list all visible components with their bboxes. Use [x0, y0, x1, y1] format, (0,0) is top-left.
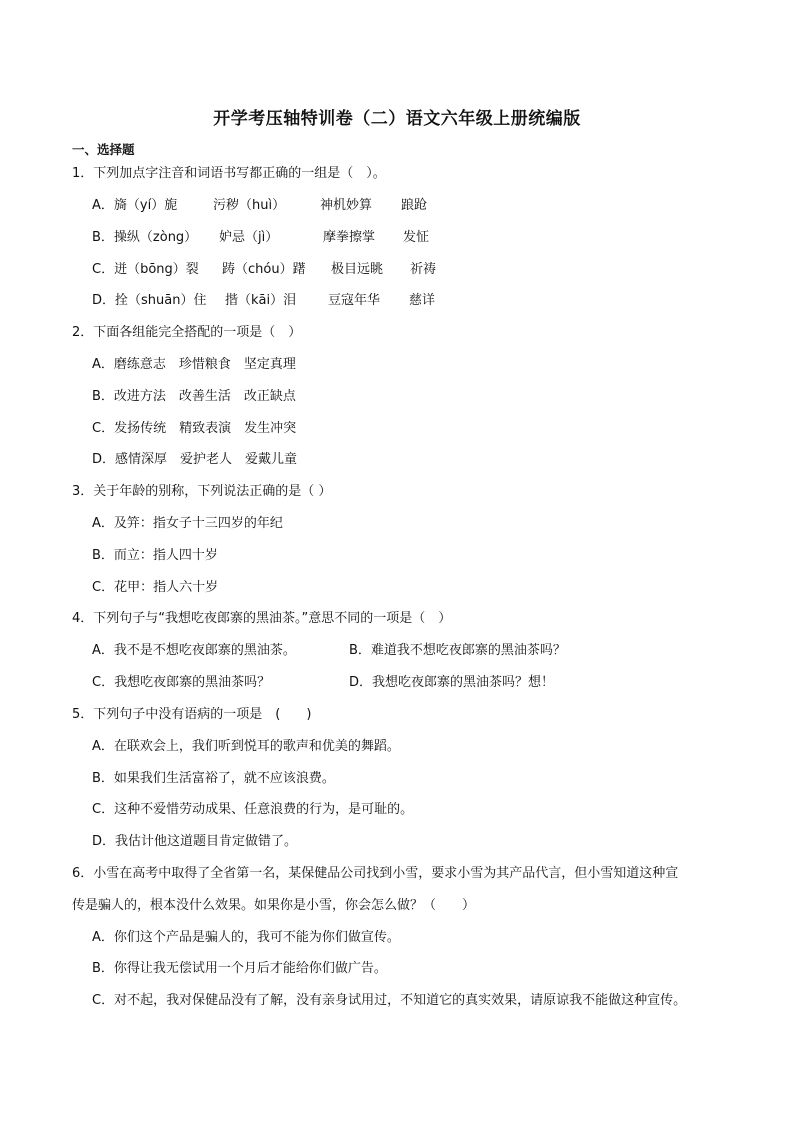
q5-option-b: B．如果我们生活富裕了，就不应该浪费。: [92, 771, 335, 786]
q1-option-c-word4: 祈祷: [410, 262, 437, 277]
q1-option-b-word3: 摩拳擦掌: [323, 230, 376, 245]
section-heading: 一、选择题: [72, 142, 135, 157]
q1-option-d-word3: 豆寇年华: [328, 293, 381, 308]
q5-option-a: A．在联欢会上，我们听到悦耳的歌声和优美的舞蹈。: [92, 739, 400, 754]
document-title: 开学考压轴特训卷（二）语文六年级上册统编版: [213, 109, 581, 129]
q6-option-a: A．你们这个产品是骗人的，我可不能为你们做宣传。: [92, 930, 400, 945]
q1-option-a-word1: A．旖（yí）旎: [92, 198, 178, 213]
q2-option-d: D．感情深厚 爱护老人 爱戴儿童: [92, 452, 298, 467]
q2-option-c: C．发扬传统 精致表演 发生冲突: [92, 421, 297, 436]
q3-option-b: B．而立：指人四十岁: [92, 548, 218, 563]
q3-option-a: A．及笄：指女子十三四岁的年纪: [92, 516, 283, 531]
q1-option-c-word3: 极目远眺: [331, 262, 384, 277]
q4-option-a: A．我不是不想吃夜郎寨的黑油茶。: [92, 643, 296, 658]
q1-option-d-word1: D．拴（shuān）住: [92, 293, 207, 308]
q1-option-d-word4: 慈详: [409, 293, 436, 308]
q1-option-a-word4: 踉跄: [401, 198, 428, 213]
q1-option-c-word2: 踌（chóu）躇: [222, 262, 306, 277]
question-3-stem: 3．关于年龄的别称，下列说法正确的是（ ）: [72, 484, 332, 499]
q6-option-c: C．对不起，我对保健品没有了解，没有亲身试用过，不知道它的真实效果，请原谅我不能做这种宣传。: [92, 993, 687, 1008]
question-4-stem: 4．下列句子与“我想吃夜郎寨的黑油茶。”意思不同的一项是（ ）: [72, 611, 452, 626]
question-6-stem-line-1: 6．小雪在高考中取得了全省第一名，某保健品公司找到小雪，要求小雪为其产品代言，但小雪知道这种宣: [72, 866, 679, 881]
q4-option-c: C．我想吃夜郎寨的黑油茶吗？: [92, 675, 271, 690]
q2-option-b: B．改进方法 改善生活 改正缺点: [92, 389, 296, 404]
q2-option-a: A．磨练意志 珍惜粮食 坚定真理: [92, 357, 296, 372]
question-6-stem-line-2: 传是骗人的，根本没什么效果。如果你是小雪，你会怎么做？（ ）: [72, 898, 476, 913]
q1-option-a-word2: 污秽（huì）: [213, 198, 286, 213]
q1-option-b-word4: 发怔: [403, 230, 430, 245]
q1-option-c-word1: C．迸（bōng）裂: [92, 262, 199, 277]
q5-option-c: C．这种不爱惜劳动成果、任意浪费的行为，是可耻的。: [92, 802, 414, 817]
question-5-stem: 5．下列句子中没有语病的一项是 ( ): [72, 707, 312, 722]
q1-option-d-word2: 揩（kāi）泪: [225, 293, 297, 308]
q1-option-b-word1: B．操纵（zòng）: [92, 230, 198, 245]
q4-option-d: D．我想吃夜郎寨的黑油茶吗？想！: [349, 675, 555, 690]
question-2-stem: 2．下面各组能完全搭配的一项是（ ）: [72, 325, 302, 340]
question-1-stem: 1．下列加点字注音和词语书写都正确的一组是（ ）。: [72, 166, 386, 181]
q1-option-a-word3: 神机妙算: [320, 198, 373, 213]
q4-option-b: B．难道我不想吃夜郎寨的黑油茶吗？: [349, 643, 566, 658]
q3-option-c: C．花甲：指人六十岁: [92, 580, 219, 595]
q6-option-b: B．你得让我无偿试用一个月后才能给你们做广告。: [92, 961, 387, 976]
q5-option-d: D．我估计他这道题目肯定做错了。: [92, 834, 298, 849]
q1-option-b-word2: 妒忌（jì）: [219, 230, 279, 245]
